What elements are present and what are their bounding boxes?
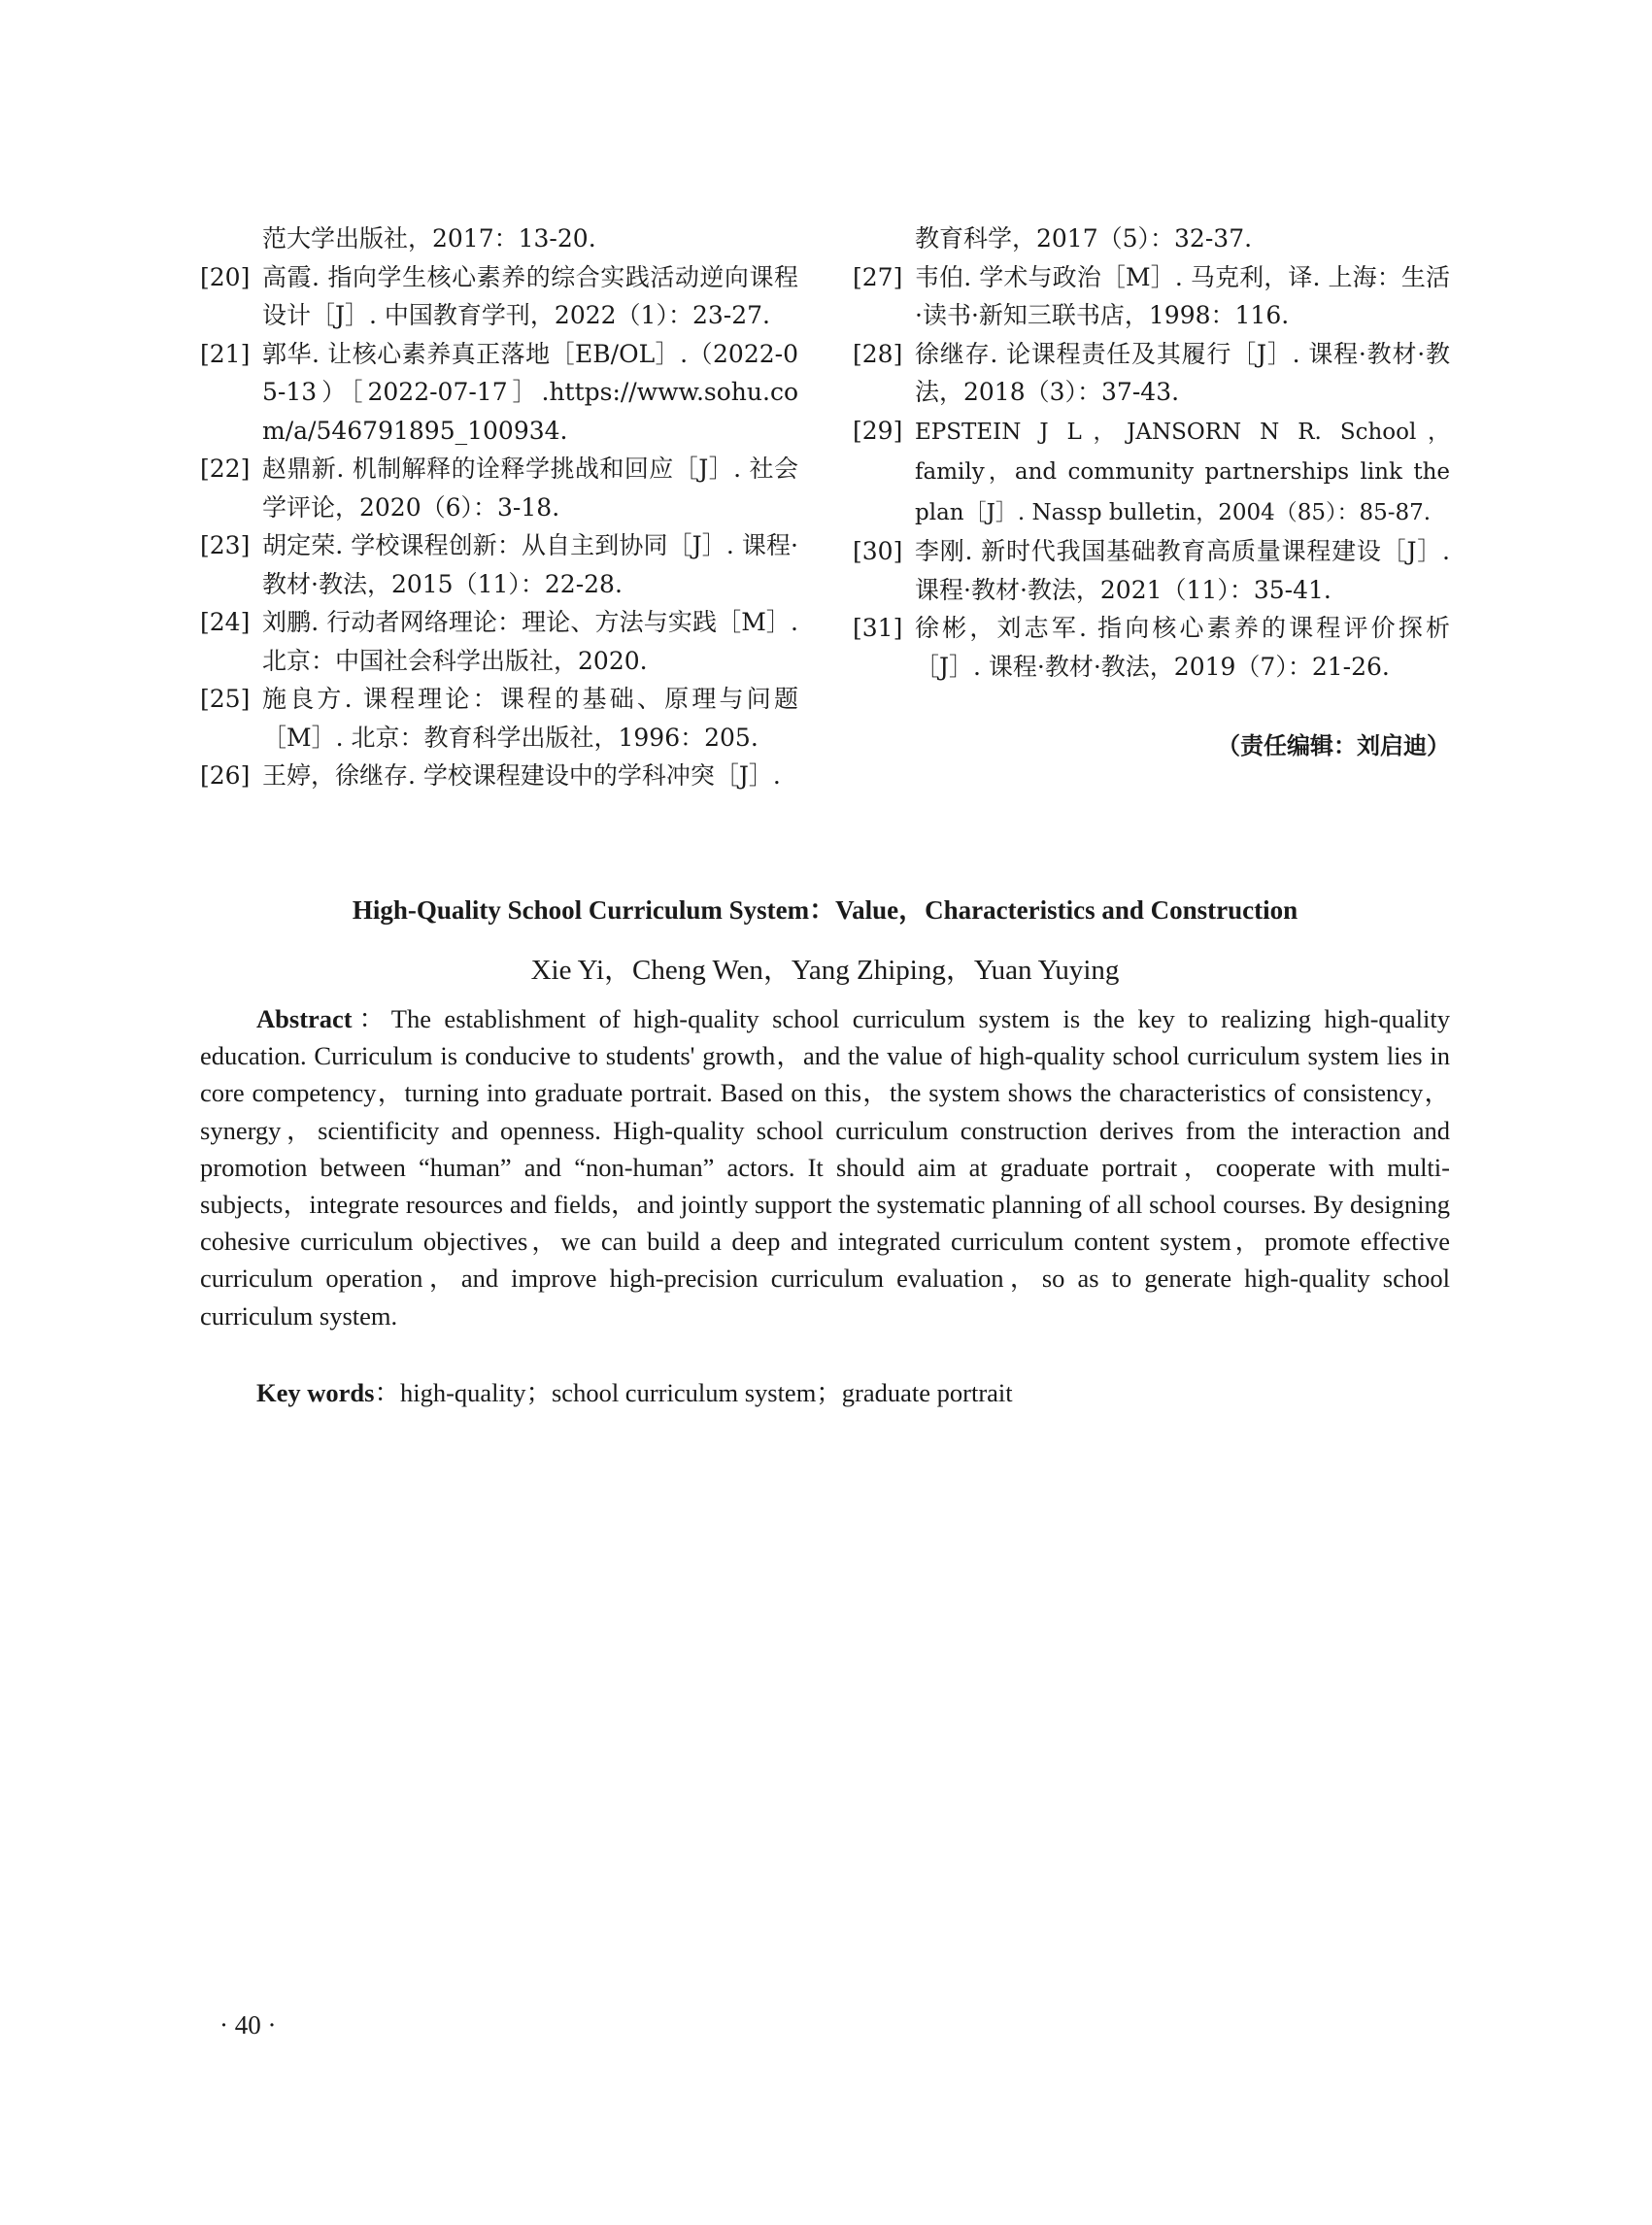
- reference-item: [200, 526, 798, 603]
- reference-number: [26]: [200, 761, 251, 790]
- reference-text: 高霞. 指向学生核心素养的综合实践活动逆向课程设计［J］. 中国教育学刊，2022（1）：23-27.: [262, 262, 798, 329]
- reference-item: [853, 532, 1450, 609]
- references-left-column: [200, 219, 798, 795]
- reference-item: [853, 335, 1450, 412]
- reference-number: [23]: [200, 531, 251, 559]
- references-right-column: [853, 219, 1450, 686]
- reference-number: [22]: [200, 455, 251, 483]
- reference-text: 刘鹏. 行动者网络理论：理论、方法与实践［M］. 北京：中国社会科学出版社，2020.: [262, 608, 798, 675]
- reference-item: [200, 757, 798, 795]
- reference-item: [200, 335, 798, 451]
- english-title: High-Quality School Curriculum System：Value，Characteristics and Construction: [352, 895, 1298, 925]
- reference-text: 王婷，徐继存. 学校课程建设中的学科冲突［J］.: [262, 761, 781, 790]
- reference-item: [853, 609, 1450, 686]
- reference-text: 韦伯. 学术与政治［M］. 马克利，译. 上海：生活·读书·新知三联书店，1998：116.: [915, 262, 1450, 329]
- english-abstract: [200, 1000, 1450, 1334]
- reference-item: [200, 680, 798, 757]
- english-authors: Xie Yi，Cheng Wen，Yang Zhiping，Yuan Yuying: [530, 955, 1120, 986]
- reference-text: EPSTEIN J L，JANSORN N R. School，family，and community partnerships link the plan［J］. Nassp bulletin，2004（85）：85-87.: [915, 419, 1450, 525]
- reference-number: [25]: [200, 685, 251, 713]
- abstract-text: ：The establishment of high-quality school curriculum system is the key to realizing high-quality education. Curriculum is conducive to students' growth，and the value of high-quality school curriculum system lies in core competency，turning into graduate portrait. Based on this，the system shows the characteristics of consistency，synergy，scientificity and openness. High-quality school curriculum construction derives from the interaction and promotion between “human” and “non-human” actors. It should aim at graduate portrait，cooperate with multi-subjects，integrate resources and fields，and jointly support the systematic planning of all school courses. By designing cohesive curriculum objectives，we can build a deep and integrated curriculum content system，promote effective curriculum operation，and improve high-precision curriculum evaluation，so as to generate high-quality school curriculum system.: [200, 1004, 1450, 1331]
- reference-item: [200, 258, 798, 335]
- reference-number: [20]: [200, 262, 251, 291]
- reference-number: [31]: [853, 614, 903, 642]
- reference-continuation: 范大学出版社，2017：13-20.: [262, 224, 596, 253]
- reference-item: [853, 258, 1450, 335]
- reference-item: [200, 450, 798, 526]
- reference-number: [30]: [853, 537, 903, 565]
- responsible-editor-note: （责任编辑：刘启迪）: [1217, 732, 1450, 759]
- reference-text: 胡定荣. 学校课程创新：从自主到协同［J］. 课程·教材·教法，2015（11）：22-28.: [262, 531, 798, 598]
- reference-text: 赵鼎新. 机制解释的诠释学挑战和回应［J］. 社会学评论，2020（6）：3-18.: [262, 455, 798, 522]
- reference-item: [200, 603, 798, 680]
- reference-text: 施良方. 课程理论：课程的基础、原理与问题［M］. 北京：教育科学出版社，1996：205.: [262, 685, 798, 752]
- reference-number: [21]: [200, 339, 251, 368]
- reference-number: [28]: [853, 339, 903, 368]
- abstract-label: Abstract: [256, 1004, 353, 1033]
- keywords-text: ：high-quality；school curriculum system；graduate portrait: [374, 1378, 1013, 1407]
- reference-number: [27]: [853, 262, 903, 291]
- keywords-label: Key words: [256, 1378, 375, 1407]
- reference-text: 李刚. 新时代我国基础教育高质量课程建设［J］. 课程·教材·教法，2021（11）：35-41.: [915, 537, 1450, 604]
- reference-number: [29]: [853, 416, 903, 445]
- reference-text: 徐继存. 论课程责任及其履行［J］. 课程·教材·教法，2018（3）：37-43.: [915, 339, 1450, 406]
- reference-text: 郭华. 让核心素养真正落地［EB/OL］.（2022-05-13）［2022-07-17］.https://www.sohu.com/a/546791895_100934.: [262, 339, 798, 445]
- english-keywords: [200, 1371, 1450, 1409]
- page-number: · 40 ·: [219, 2010, 277, 2040]
- reference-number: [24]: [200, 608, 251, 636]
- reference-text: 徐彬，刘志军. 指向核心素养的课程评价探析［J］. 课程·教材·教法，2019（7）：21-26.: [915, 614, 1450, 681]
- reference-continuation: 教育科学，2017（5）：32-37.: [915, 224, 1253, 253]
- reference-item: [853, 412, 1450, 533]
